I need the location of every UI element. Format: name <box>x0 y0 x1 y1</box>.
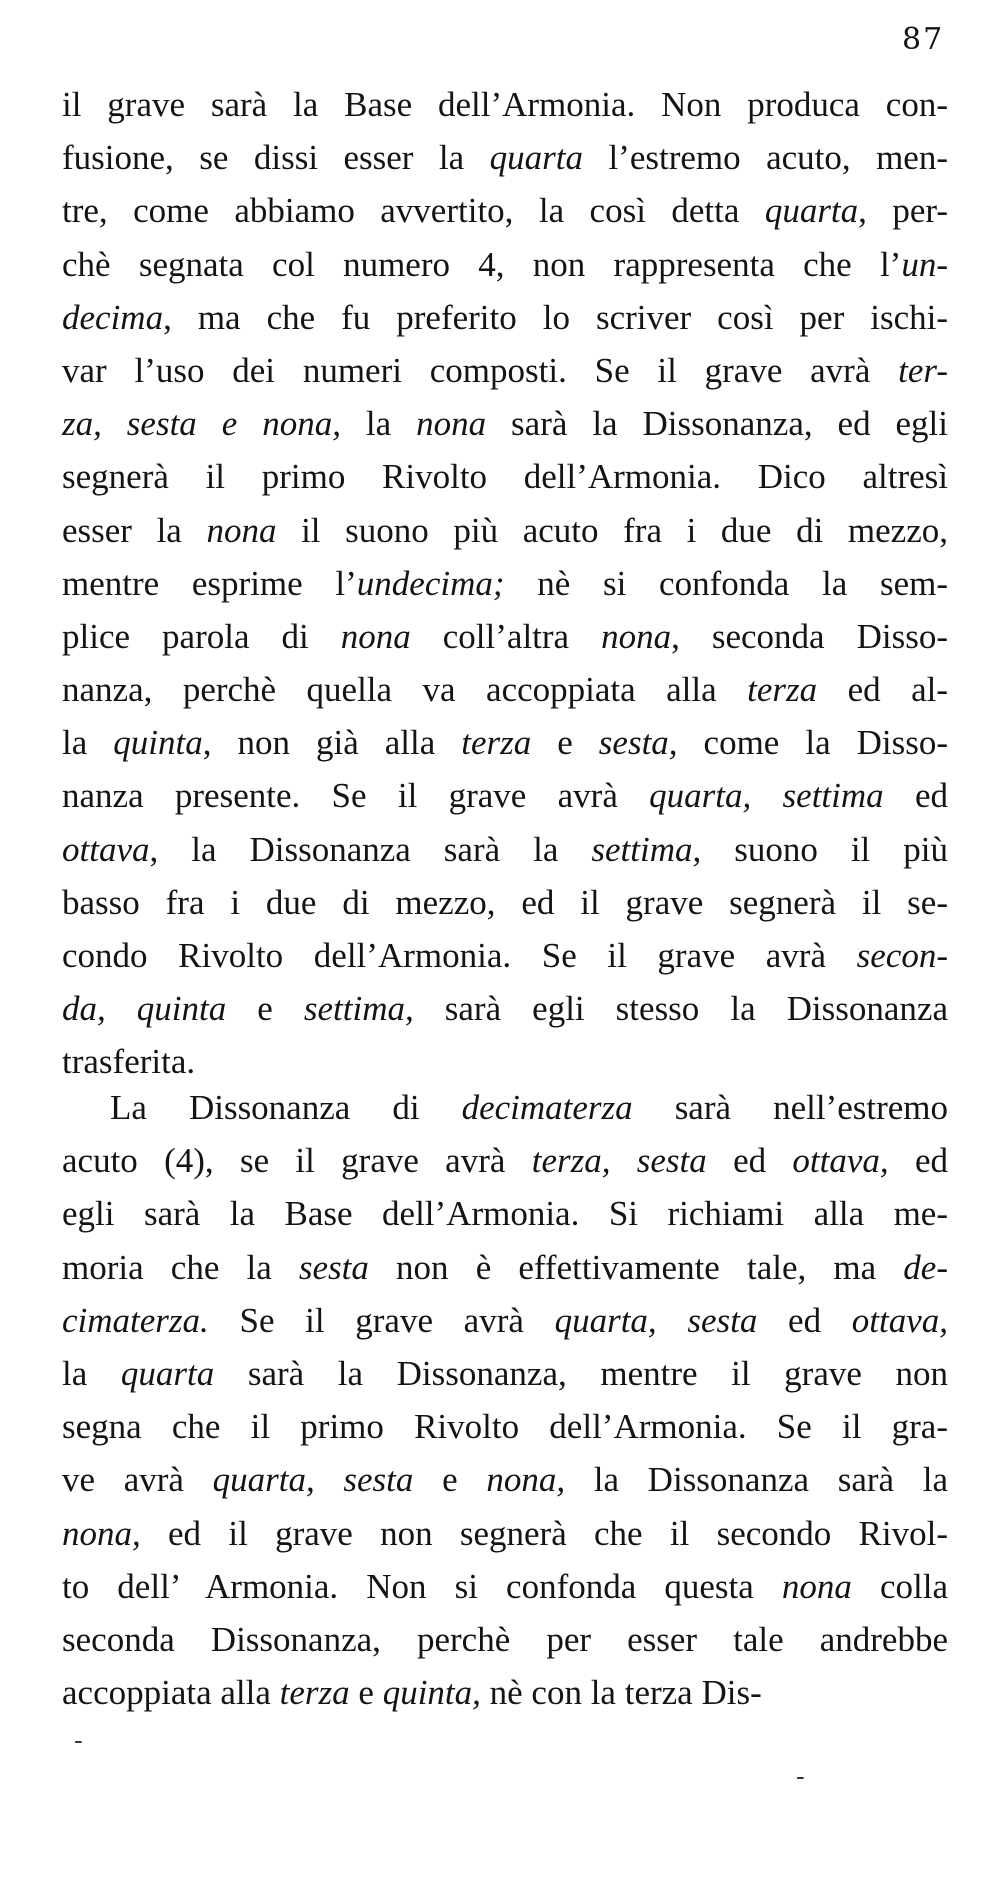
text-line <box>62 663 948 716</box>
text-run: seconda Dissonanza, perchè per esser tale andrebbe <box>62 1619 948 1659</box>
italic-term: terza <box>747 670 818 710</box>
text-run: egli sarà la Base dell’Armonia. Si richiami alla me- <box>62 1194 948 1234</box>
italic-term: terza <box>461 723 532 763</box>
text-line <box>62 557 948 610</box>
text-line <box>62 238 948 291</box>
italic-term: za, sesta e nona, <box>62 404 341 444</box>
text-run: segnerà il primo Rivolto dell’Armonia. Dico altresì <box>62 457 948 497</box>
text-run: esser la <box>62 510 207 550</box>
italic-term: quarta <box>489 138 583 178</box>
text-run: Se il grave avrà <box>208 1300 555 1340</box>
text-line <box>62 1081 948 1134</box>
text-run: chè segnata col numero 4, non rappresenta che l’ <box>62 244 902 284</box>
text-line <box>62 504 948 557</box>
italic-term: decima <box>62 297 164 337</box>
text-line <box>62 1241 948 1294</box>
text-run: sarà nell’estremo <box>632 1088 948 1127</box>
text-run: il suono più acuto fra i due di mezzo, <box>276 510 948 550</box>
text-line <box>62 1134 948 1187</box>
text-run: e <box>531 723 599 763</box>
text-line <box>62 450 948 503</box>
italic-term: ter- <box>898 350 948 390</box>
italic-term: terza <box>279 1673 350 1713</box>
italic-term: quarta <box>120 1353 215 1393</box>
text-line <box>62 823 948 876</box>
italic-term: settima, <box>303 989 414 1029</box>
text-run: e <box>413 1460 487 1500</box>
italic-term: decimaterza <box>461 1088 633 1127</box>
text-run: moria che la <box>62 1247 299 1287</box>
text-run: e <box>349 1673 383 1713</box>
italic-term: ottava, <box>851 1300 948 1340</box>
italic-term: nona <box>206 510 277 550</box>
text-run: sarà la Dissonanza, ed egli <box>486 404 949 444</box>
text-run: mentre esprime l’ <box>62 563 357 603</box>
text-run: var l’uso dei numeri composti. Se il grave avrà <box>62 350 899 390</box>
text-run: basso fra i due di mezzo, ed il grave segnerà il se- <box>62 882 948 922</box>
text-line <box>62 344 948 397</box>
text-run: e <box>226 989 304 1029</box>
stray-mark: - <box>796 1762 805 1792</box>
text-line <box>62 1453 948 1506</box>
italic-term: nona <box>416 404 487 444</box>
text-run: plice parola di <box>62 616 341 656</box>
text-line <box>62 78 948 131</box>
italic-term: nona, <box>62 1513 141 1553</box>
italic-term: ottava, <box>792 1141 889 1181</box>
italic-term: quarta, sesta <box>554 1300 758 1340</box>
italic-term: quarta, sesta <box>212 1460 414 1500</box>
text-line <box>62 716 948 769</box>
italic-term: secon- <box>856 936 948 975</box>
text-run: la Dissonanza sarà la <box>565 1460 948 1500</box>
stray-mark: - <box>74 1726 83 1756</box>
italic-term: nona, <box>486 1460 566 1500</box>
text-line <box>62 1347 948 1400</box>
paragraph-2 <box>62 1081 948 1719</box>
text-run: non è effettivamente tale, ma <box>368 1247 904 1287</box>
text-line <box>62 929 948 982</box>
text-line <box>62 610 948 663</box>
text-run: il grave sarà la Base dell’Armonia. Non produca con- <box>62 85 948 124</box>
paragraph-1 <box>62 78 948 1089</box>
text-run: trasferita. <box>62 1042 196 1082</box>
text-run: acuto (4), se il grave avrà <box>62 1141 532 1181</box>
text-run: , seconda Disso- <box>671 616 948 656</box>
text-line <box>62 1294 948 1347</box>
text-line <box>62 184 948 237</box>
text-line <box>62 982 948 1035</box>
text-run: ed <box>706 1141 793 1181</box>
italic-term: un- <box>901 244 948 284</box>
text-run: nanza presente. Se il grave avrà <box>62 776 650 816</box>
text-line <box>62 131 948 184</box>
text-run: come la Disso- <box>677 723 948 763</box>
text-run: condo Rivolto dell’Armonia. Se il grave avrà <box>62 936 857 975</box>
text-line <box>62 397 948 450</box>
text-line <box>62 1507 948 1560</box>
italic-term: settima, <box>591 829 702 869</box>
text-line <box>62 291 948 344</box>
text-run: ed <box>757 1300 852 1340</box>
italic-term: quinta, <box>382 1673 481 1713</box>
italic-term: de- <box>903 1247 948 1287</box>
text-run: , ma che fu preferito lo scriver così per ischi- <box>163 297 948 337</box>
text-run: ed il grave non segnerà che il secondo Rivol- <box>140 1513 948 1553</box>
text-run: tre, come abbiamo avvertito, la così detta <box>62 191 765 231</box>
italic-term: nona <box>601 616 672 656</box>
page-number: 87 <box>902 22 945 57</box>
text-run: , per- <box>858 191 948 231</box>
text-line <box>62 1187 948 1240</box>
italic-term: quarta, settima <box>649 776 884 816</box>
text-run: sarà la Dissonanza, mentre il grave non <box>214 1353 949 1393</box>
italic-term: nona <box>781 1566 852 1606</box>
italic-term: quarta <box>764 191 859 231</box>
italic-term: ottava <box>62 829 150 869</box>
text-run: la <box>340 404 417 444</box>
italic-term: sesta, <box>598 723 678 763</box>
text-line <box>62 1666 948 1719</box>
text-run: la <box>62 1353 121 1393</box>
text-line <box>62 1613 948 1666</box>
text-line <box>62 1400 948 1453</box>
text-run: nè si confonda la sem- <box>504 563 948 603</box>
text-run: suono il più <box>701 829 948 869</box>
text-run: la <box>62 723 114 763</box>
italic-term: terza, sesta <box>531 1141 707 1181</box>
text-run: , non già alla <box>202 723 462 763</box>
text-run: nanza, perchè quella va accoppiata alla <box>62 670 748 710</box>
text-run: colla <box>851 1566 948 1606</box>
italic-term: sesta <box>298 1247 369 1287</box>
text-run: ve avrà <box>62 1460 213 1500</box>
italic-term: nona <box>340 616 411 656</box>
italic-term: quinta <box>113 723 203 763</box>
text-run: accoppiata alla <box>62 1673 280 1713</box>
text-run: , la Dissonanza sarà la <box>149 829 592 869</box>
italic-term: cimaterza. <box>62 1300 209 1340</box>
text-run: l’estremo acuto, men- <box>583 138 948 178</box>
text-run: coll’altra <box>410 616 602 656</box>
italic-term: undecima; <box>356 563 505 603</box>
text-run: segna che il primo Rivolto dell’Armonia. Se il gra- <box>62 1407 948 1447</box>
text-run: ed al- <box>817 670 948 710</box>
italic-term: da, quinta <box>62 989 227 1029</box>
text-run: fusione, se dissi esser la <box>62 138 490 178</box>
text-line <box>62 1560 948 1613</box>
text-run: sarà egli stesso la Dissonanza <box>413 989 948 1029</box>
text-line <box>62 769 948 822</box>
text-run: ed <box>883 776 948 816</box>
text-run: La Dissonanza di <box>110 1088 462 1127</box>
text-run: ed <box>888 1141 948 1181</box>
text-run: to dell’ Armonia. Non si confonda questa <box>62 1566 782 1606</box>
text-run: nè con la terza Dis- <box>480 1673 762 1713</box>
text-line <box>62 876 948 929</box>
